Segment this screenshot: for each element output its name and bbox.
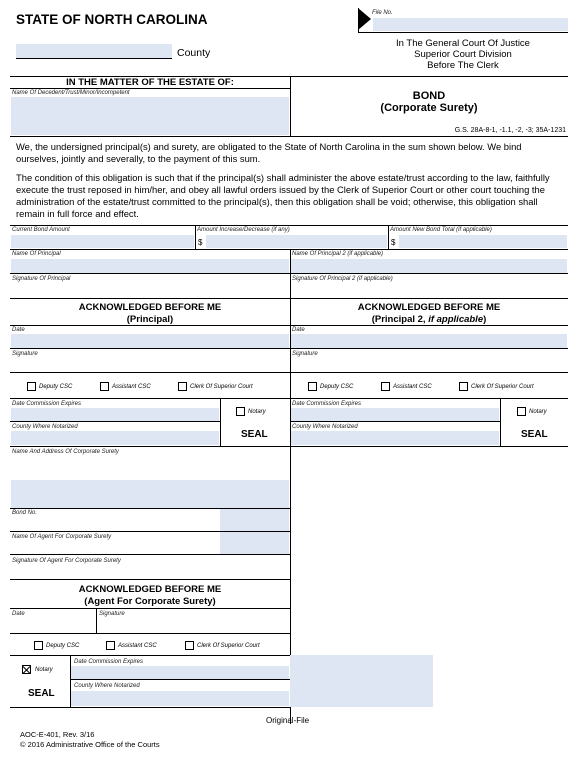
form-number: AOC-E-401, Rev. 3/16: [20, 730, 95, 739]
total-dollar-sign: $: [391, 238, 396, 247]
obligation-paragraph: We, the undersigned principal(s) and surety, are obligated to the State of North Carolina in the sum shown below. We bind ourselves, jointly and severally, to the payment of this sum.: [16, 141, 522, 164]
ack-agent-assistant-label: Assistant CSC: [118, 643, 157, 649]
ack-principal2-county-input[interactable]: [291, 431, 499, 445]
ack-principal2-deputy-label: Deputy CSC: [320, 384, 354, 390]
ack-principal-notary-checkbox[interactable]: [236, 407, 245, 416]
new-total-label: Amount New Bond Total (if applicable): [390, 227, 492, 233]
ack-principal-date-label: Date: [12, 327, 25, 333]
ack-principal2-date-input[interactable]: [291, 334, 567, 348]
ack-principal-date-input[interactable]: [11, 334, 289, 348]
principal-signature-label: Signature Of Principal: [12, 276, 71, 282]
ack-agent-heading: ACKNOWLEDGED BEFORE ME (Agent For Corporate Surety): [78, 584, 222, 607]
ack-principal2-clerk-label: Clerk Of Superior Court: [471, 384, 534, 390]
ack-principal-assistant-label: Assistant CSC: [112, 384, 151, 390]
file-no-arrow-icon: [358, 8, 371, 30]
ack-agent-notary-label: Notary: [35, 667, 53, 673]
ack-agent-commission-label: Date Commission Expires: [74, 659, 144, 665]
ack-principal-assistant-checkbox[interactable]: [100, 382, 109, 391]
ack-agent-extra-input[interactable]: [290, 655, 433, 707]
principal2-name-input[interactable]: [291, 259, 567, 273]
agent-name-input[interactable]: [220, 532, 289, 554]
change-dollar-sign: $: [198, 238, 203, 247]
principal2-name-label: Name Of Principal 2 (if applicable): [292, 251, 384, 257]
ack-principal2-heading: ACKNOWLEDGED BEFORE ME (Principal 2, if applicable): [357, 302, 501, 325]
amount-change-label: Amount Increase/Decrease (if any): [197, 227, 290, 233]
ack-principal2-county-label: County Where Notarized: [292, 424, 358, 430]
ack-principal-seal: SEAL: [241, 429, 268, 440]
ack-principal-deputy-label: Deputy CSC: [39, 384, 73, 390]
condition-paragraph: The condition of this obligation is such that if the principal(s) shall administer the above estate/trust according to the law, faithfully execute the trust reposed in him/her, and obey all lawful orders issued by the Clerk of Superior Court or other court touching the administration of the estate/trust committed to the principal(s), then this obligation shall be void; otherwise, this obligation shall remain in full force and effect.: [16, 172, 550, 219]
ack-principal2-commission-label: Date Commission Expires: [292, 401, 362, 407]
ack-agent-county-input[interactable]: [71, 691, 289, 706]
ack-principal-deputy-checkbox[interactable]: [27, 382, 36, 391]
county-label: County: [177, 47, 211, 59]
surety-name-address-input[interactable]: [11, 480, 289, 508]
file-no-label: File No.: [372, 10, 393, 16]
ack-principal2-commission-input[interactable]: [291, 408, 499, 421]
file-no-input[interactable]: [373, 18, 568, 31]
form-title: BOND: [412, 90, 446, 102]
ack-principal-commission-label: Date Commission Expires: [12, 401, 82, 407]
ack-principal-signature-label: Signature: [12, 351, 38, 357]
ack-agent-date-label: Date: [12, 611, 25, 617]
ack-agent-seal: SEAL: [28, 688, 55, 699]
ack-principal-heading: ACKNOWLEDGED BEFORE ME (Principal): [78, 302, 222, 325]
statute-reference: G.S. 28A-8-1, -1.1, -2, -3; 35A-1231: [454, 127, 566, 134]
court-line-2: Superior Court Division: [414, 49, 512, 60]
estate-heading: IN THE MATTER OF THE ESTATE OF:: [66, 77, 234, 88]
principal2-signature-label: Signature Of Principal 2 (if applicable): [292, 276, 393, 282]
ack-principal-clerk-label: Clerk Of Superior Court: [190, 384, 253, 390]
court-line-3: Before The Clerk: [427, 60, 499, 71]
ack-principal-commission-input[interactable]: [11, 408, 219, 421]
ack-principal2-assistant-checkbox[interactable]: [381, 382, 390, 391]
current-bond-label: Current Bond Amount: [12, 227, 70, 233]
bond-no-input[interactable]: [220, 509, 289, 531]
ack-principal2-date-label: Date: [292, 327, 305, 333]
decedent-name-label: Name Of Decedent/Trust/Minor/Incompetent: [12, 90, 130, 96]
surety-name-address-label: Name And Address Of Corporate Surety: [12, 449, 119, 455]
ack-agent-clerk-label: Clerk Of Superior Court: [197, 643, 260, 649]
agent-name-label: Name Of Agent For Corporate Surety: [12, 534, 112, 540]
ack-principal-clerk-checkbox[interactable]: [178, 382, 187, 391]
ack-agent-assistant-checkbox[interactable]: [106, 641, 115, 650]
ack-principal-notary-label: Notary: [248, 409, 266, 415]
ack-principal-county-label: County Where Notarized: [12, 424, 78, 430]
county-input[interactable]: [16, 44, 172, 58]
ack-agent-clerk-checkbox[interactable]: [185, 641, 194, 650]
copyright: © 2016 Administrative Office of the Courts: [20, 740, 160, 749]
ack-principal2-seal: SEAL: [521, 429, 548, 440]
original-file-label: Original-File: [266, 716, 310, 725]
ack-agent-signature-label: Signature: [99, 611, 125, 617]
ack-principal2-clerk-checkbox[interactable]: [459, 382, 468, 391]
agent-signature-label: Signature Of Agent For Corporate Surety: [12, 558, 121, 564]
ack-agent-commission-input[interactable]: [71, 666, 289, 679]
current-bond-input[interactable]: [11, 235, 194, 248]
principal-name-label: Name Of Principal: [12, 251, 61, 257]
ack-agent-county-label: County Where Notarized: [74, 683, 140, 689]
ack-principal-county-input[interactable]: [11, 431, 219, 445]
court-line-1: In The General Court Of Justice: [396, 38, 530, 49]
ack-principal2-signature-label: Signature: [292, 351, 318, 357]
ack-principal2-deputy-checkbox[interactable]: [308, 382, 317, 391]
ack-agent-deputy-label: Deputy CSC: [46, 643, 80, 649]
new-total-input[interactable]: [399, 235, 567, 248]
principal-name-input[interactable]: [11, 259, 289, 273]
ack-principal2-assistant-label: Assistant CSC: [393, 384, 432, 390]
state-title: STATE OF NORTH CAROLINA: [16, 12, 208, 27]
ack-principal2-notary-checkbox[interactable]: [517, 407, 526, 416]
ack-agent-notary-checkbox[interactable]: [22, 665, 31, 674]
ack-agent-deputy-checkbox[interactable]: [34, 641, 43, 650]
ack-principal2-notary-label: Notary: [529, 409, 547, 415]
form-subtitle: (Corporate Surety): [380, 102, 478, 114]
bond-no-label: Bond No.: [12, 510, 38, 516]
decedent-name-input[interactable]: [11, 97, 289, 135]
amount-change-input[interactable]: [206, 235, 387, 248]
